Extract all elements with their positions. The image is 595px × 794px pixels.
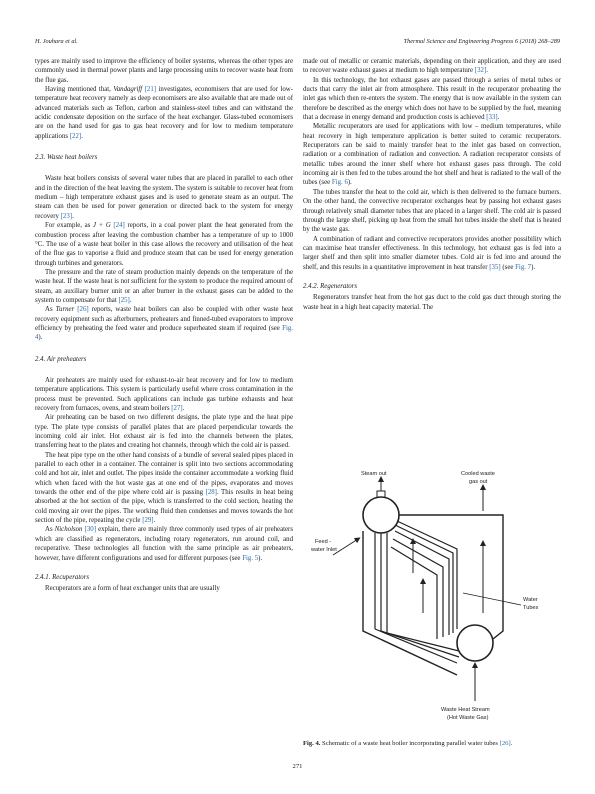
citation-link[interactable]: [28] <box>205 489 217 497</box>
paragraph: The heat pipe type on the other hand consists of a bundle of several sealed pipes placed in parallel to each other in a container. The container is split into two sections accommodating cold and hot air, inlet and outlet. The pipes inside the container accommodate a working fluid which when faced with the hot waste gas at one end of the pipes, evaporates and moves towards the other end of the pipe where cold air is passing [28]. This results in heat being absorbed at the hot section of the pipe, which is transferred to the cold section, heating the cold moving air over the pipes. The working fluid then condenses and moves towards the hot section of the pipe, repeating the cycle [29]. <box>35 451 293 525</box>
figure-caption: Fig. 4. Schematic of a waste heat boiler incorporating parallel water tubes [26]. <box>303 740 513 747</box>
running-header-authors: H. Jouhara et al. <box>35 38 78 45</box>
paragraph: Air preheating can be based on two different designs, the plate type and the heat pipe type. The plate type consists of parallel plates that are placed perpendicular towards the incoming cold air inlet. Hot exhaust air is fed into the channels between the plates, transferring heat to the plates and creating hot channels, through which the cold air is passed. <box>35 414 293 450</box>
citation-link[interactable]: [35] <box>489 263 501 271</box>
label-waste-heat-stream: Waste Heat Stream <box>441 707 490 713</box>
steam-outlet-nozzle <box>377 491 385 497</box>
page-number: 271 <box>292 763 303 770</box>
paragraph: Having mentioned that, Vandagriff [21] investigates, economisers that are used for low-temperature heat recovery namely as deep economisers are also available that are made out of advanced materials such as Teflon, carbon and stainless-steel tubes and can withstand the acidic condensate deposition on the surface of the heat exchanger. Glass-tubed economisers are on the hand used for gas to gas heat recovery and for low to medium temperature applications [22]. <box>35 86 293 140</box>
right-column <box>303 57 561 312</box>
paragraph: made out of metallic or ceramic materials, depending on their application, and they are used to recover waste exhaust gases at medium to high temperature [32]. <box>303 58 561 75</box>
label-water: Water <box>523 597 538 603</box>
label-steam-out: Steam out <box>361 471 387 477</box>
citation-link[interactable]: [32] <box>474 67 487 75</box>
paragraph: A combination of radiant and convective recuperators provides another possibility which can maximise heat transfer effectiveness. In this technology, hot exhaust gas is fed into a larger shelf and then split into smaller diameter tubes. Cold air is fed into and around the shelf, and this results in a quantitative improvement in heat transfer [35] (see Fig. 7). <box>303 235 561 271</box>
paragraph: types are mainly used to improve the efficiency of boiler systems, whereas the other types are commonly used in thermal power plants and large processing units to recover waste heat from the flue gas. <box>35 58 293 84</box>
steam-drum <box>363 497 399 533</box>
water-tube <box>395 525 453 633</box>
citation-link[interactable]: [30] <box>82 526 96 534</box>
figure-link[interactable]: Fig. 5 <box>242 554 259 562</box>
subsection-heading: 2.4.2. Regenerators <box>303 282 357 290</box>
paragraph: Metallic recuperators are used for applications with low – medium temperatures, while heat recovery in high temperature application is better suited to ceramic recuperators. Recuperators can be said to mainly transfer heat to the inlet gas based on convection, radiation or a combination of radiation and convection. A radiation recuperator consists of metallic tubes around the inner shelf where hot exhaust gases pass through. The cold incoming air is then fed to the tubes around the hot shelf and heat is radiated to the wall of the tubes (see Fig. 6). <box>303 123 561 187</box>
citation-link[interactable]: [29] <box>142 517 154 525</box>
citation-link[interactable]: [26] <box>499 740 511 747</box>
paragraph: The pressure and the rate of steam production mainly depends on the temperature of the waste heat. If the waste heat is not sufficient for the system to produce the required amount of steam, an auxiliary burner unit or an after burner in the exhaust gases can be added to the system to compensate for that [25]. <box>35 268 293 304</box>
section-heading: 2.3. Waste heat boilers <box>35 154 98 162</box>
citation-link[interactable]: [27] <box>171 405 183 412</box>
running-header-journal: Thermal Science and Engineering Progress 6 (2018) 268–289 <box>403 38 560 45</box>
paragraph: The tubes transfer the heat to the cold air, which is then delivered to the furnace burners. On the other hand, the convective recuperator exchanges heat by passing hot exhaust gases through relatively small diameter tubes that are placed in a larger shelf. The cold air is passed through the large shelf, picking up heat from the small hot tubes inside the shelf that is heated by the waste gas. <box>303 188 561 234</box>
label-feed: Feed - <box>315 539 332 545</box>
water-tubes-leader <box>463 593 521 605</box>
subsection-heading: 2.4.1. Recuperators <box>35 573 89 581</box>
citation-link[interactable]: [26] <box>74 306 89 314</box>
paragraph: Regenerators transfer heat from the hot gas duct to the cold gas duct through storing the waste heat in a high heat capacity material. The <box>303 294 561 311</box>
riser-tube <box>375 629 457 663</box>
figure-link[interactable]: Fig. 7 <box>515 263 532 271</box>
citation-link[interactable]: [23] <box>60 212 73 220</box>
figure-link[interactable]: Fig. 6 <box>331 179 348 187</box>
label-water-inlet: water Inlet <box>311 547 337 553</box>
citation-link[interactable]: [24] <box>110 222 125 230</box>
citation-link[interactable]: [33] <box>486 114 498 122</box>
figure-link[interactable]: Fig. 4 <box>35 324 293 342</box>
water-tube <box>393 539 443 637</box>
citation-link[interactable]: [25] <box>118 296 130 304</box>
label-hot-waste-gas: (Hot Waste Gas) <box>447 715 489 721</box>
citation-link[interactable]: [21] <box>142 86 157 94</box>
paragraph: As Turner [26] reports, waste heat boilers can also be coupled with other waste heat recovery equipment such as afterburners, preheaters and finned-tubed evaporators to improve efficiency by preheating the feed water and produce superheated steam if required (see Fig. 4). <box>35 306 293 342</box>
paragraph: In this technology, the hot exhaust gases are passed through a series of metal tubes or ducts that carry the inlet air from atmosphere. This result in the recuperator preheating the inlet gas which then re-enters the system. The energy that is now available in the system can therefore be described as the energy which does not have to be supplied by the fuel, meaning that a decrease in energy demand and production costs is achieved [33]. <box>303 76 561 122</box>
paragraph: Recuperators are a form of heat exchanger units that are usually <box>45 585 220 593</box>
citation-link[interactable]: [22] <box>69 132 82 140</box>
boiler-schematic <box>303 463 561 735</box>
label-tubes: Tubes <box>523 605 539 611</box>
label-cooled-waste: Cooled waste <box>461 471 495 477</box>
paragraph: Waste heat boilers consists of several water tubes that are placed in parallel to each other and in the direction of the heat leaving the system. The system is suitable to recover heat from medium – high temperature exhaust gases and is used to generate steam as an output. The steam can then be used for power generation or directed back to the system for energy recovery [23]. <box>35 175 293 220</box>
left-column <box>35 57 293 594</box>
paragraph: As Nicholson [30] explain, there are mainly three commonly used types of air preheaters which are classified as regenerators, including rotary regenerators, run around coil, and recuperative. These technologies all function with the same principle as air preheaters, however, have different configurations and used for different purposes (see Fig. 5). <box>35 526 293 562</box>
label-gas-out: gas out <box>469 479 488 485</box>
figure-waste-heat-boiler <box>303 463 561 735</box>
mud-drum <box>457 625 493 661</box>
paragraph: For example, as J + G [24] reports, in a coal power plant the heat generated from the combustion process after leaving the combustion chamber has a temperature of up to 1000 °C. The use of a waste heat boiler in this case allows the recovery and utilisation of the heat of the flue gas to vaporise a fluid and produce steam that can be used for energy generation through turbines and generators. <box>35 222 293 267</box>
section-heading: 2.4. Air preheaters <box>35 355 87 363</box>
paragraph: Air preheaters are mainly used for exhaust-to-air heat recovery and for low to medium temperature applications. This system is particularly useful where cross contamination in the process must be prevented. Such applications can include gas turbine exhausts and heat recovery from furnaces, ovens, and steam boilers [27]. <box>35 376 293 412</box>
water-tube <box>391 547 437 639</box>
